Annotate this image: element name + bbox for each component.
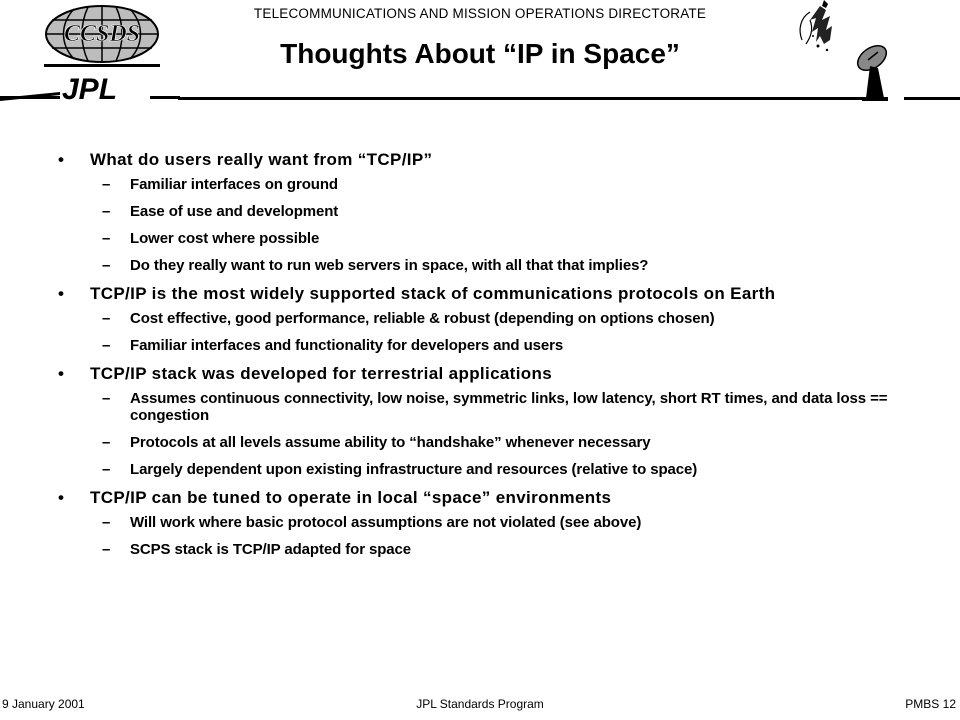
dash-icon: –	[102, 461, 111, 478]
bullet-item	[58, 150, 918, 170]
sub-bullet-text: Will work where basic protocol assumptions are not violated (see above)	[130, 514, 642, 531]
bullet-item	[58, 488, 918, 508]
bullet-icon: •	[58, 150, 65, 169]
sub-bullet-item	[58, 390, 918, 424]
dash-icon: –	[102, 541, 111, 558]
bullet-text: What do users really want from “TCP/IP”	[90, 150, 433, 169]
dash-icon: –	[102, 230, 111, 247]
sub-bullet-item	[58, 434, 918, 451]
dash-icon: –	[102, 390, 111, 407]
directorate-header: TELECOMMUNICATIONS AND MISSION OPERATIONS DIRECTORATE	[253, 6, 707, 21]
dash-icon: –	[102, 176, 111, 193]
dash-icon: –	[102, 337, 111, 354]
sub-bullet-text: Lower cost where possible	[130, 230, 320, 247]
sub-bullet-text: Familiar interfaces and functionality for developers and users	[130, 337, 564, 354]
dash-icon: –	[102, 203, 111, 220]
sub-bullet-list	[58, 310, 918, 354]
bullet-text: TCP/IP is the most widely supported stack of communications protocols on Earth	[90, 284, 776, 303]
bullet-item	[58, 364, 918, 384]
sub-bullet-item	[58, 461, 918, 478]
slide-title: Thoughts About “IP in Space”	[280, 38, 680, 69]
sub-bullet-item	[58, 203, 918, 220]
bullet-icon: •	[58, 284, 65, 303]
sub-bullet-text: Largely dependent upon existing infrastructure and resources (relative to space)	[130, 461, 698, 478]
sub-bullet-item	[58, 176, 918, 193]
ccsds-logo	[38, 4, 166, 68]
sub-bullet-text: Cost effective, good performance, reliable & robust (depending on options chosen)	[130, 310, 715, 327]
dash-icon: –	[102, 310, 111, 327]
slide-body	[58, 150, 918, 568]
footer-program: JPL Standards Program	[416, 697, 544, 711]
sub-bullet-text: Do they really want to run web servers in space, with all that that implies?	[130, 257, 649, 274]
antenna-dish-icon	[780, 0, 910, 106]
sub-bullet-item	[58, 514, 918, 531]
dash-icon: –	[102, 434, 111, 451]
sub-bullet-text: Familiar interfaces on ground	[130, 176, 338, 193]
header-rule	[178, 97, 868, 100]
bullet-item	[58, 284, 918, 304]
jpl-logo	[0, 72, 180, 104]
sub-bullet-text: Ease of use and development	[130, 203, 339, 220]
header-rule-right	[904, 97, 960, 100]
sub-bullet-text: SCPS stack is TCP/IP adapted for space	[130, 541, 412, 558]
dash-icon: –	[102, 514, 111, 531]
sub-bullet-list	[58, 390, 918, 478]
sub-bullet-item	[58, 230, 918, 247]
bullet-icon: •	[58, 364, 65, 383]
sub-bullet-text: Protocols at all levels assume ability to “handshake” whenever necessary	[130, 434, 651, 451]
dash-icon: –	[102, 257, 111, 274]
footer-page-number: PMBS 12	[905, 697, 956, 711]
bullet-text: TCP/IP can be tuned to operate in local “space” environments	[90, 488, 612, 507]
sub-bullet-item	[58, 337, 918, 354]
sub-bullet-list	[58, 514, 918, 558]
sub-bullet-item	[58, 541, 918, 558]
sub-bullet-item	[58, 310, 918, 327]
jpl-logo-text: JPL	[62, 73, 118, 104]
bullet-icon: •	[58, 488, 65, 507]
ccsds-logo-text: CCSDS	[63, 21, 141, 47]
sub-bullet-text: Assumes continuous connectivity, low noise, symmetric links, low latency, short RT times, and data loss == congestion	[130, 390, 888, 424]
bullet-text: TCP/IP stack was developed for terrestrial applications	[90, 364, 553, 383]
sub-bullet-item	[58, 257, 918, 274]
footer-date: 9 January 2001	[2, 697, 85, 711]
sub-bullet-list	[58, 176, 918, 274]
